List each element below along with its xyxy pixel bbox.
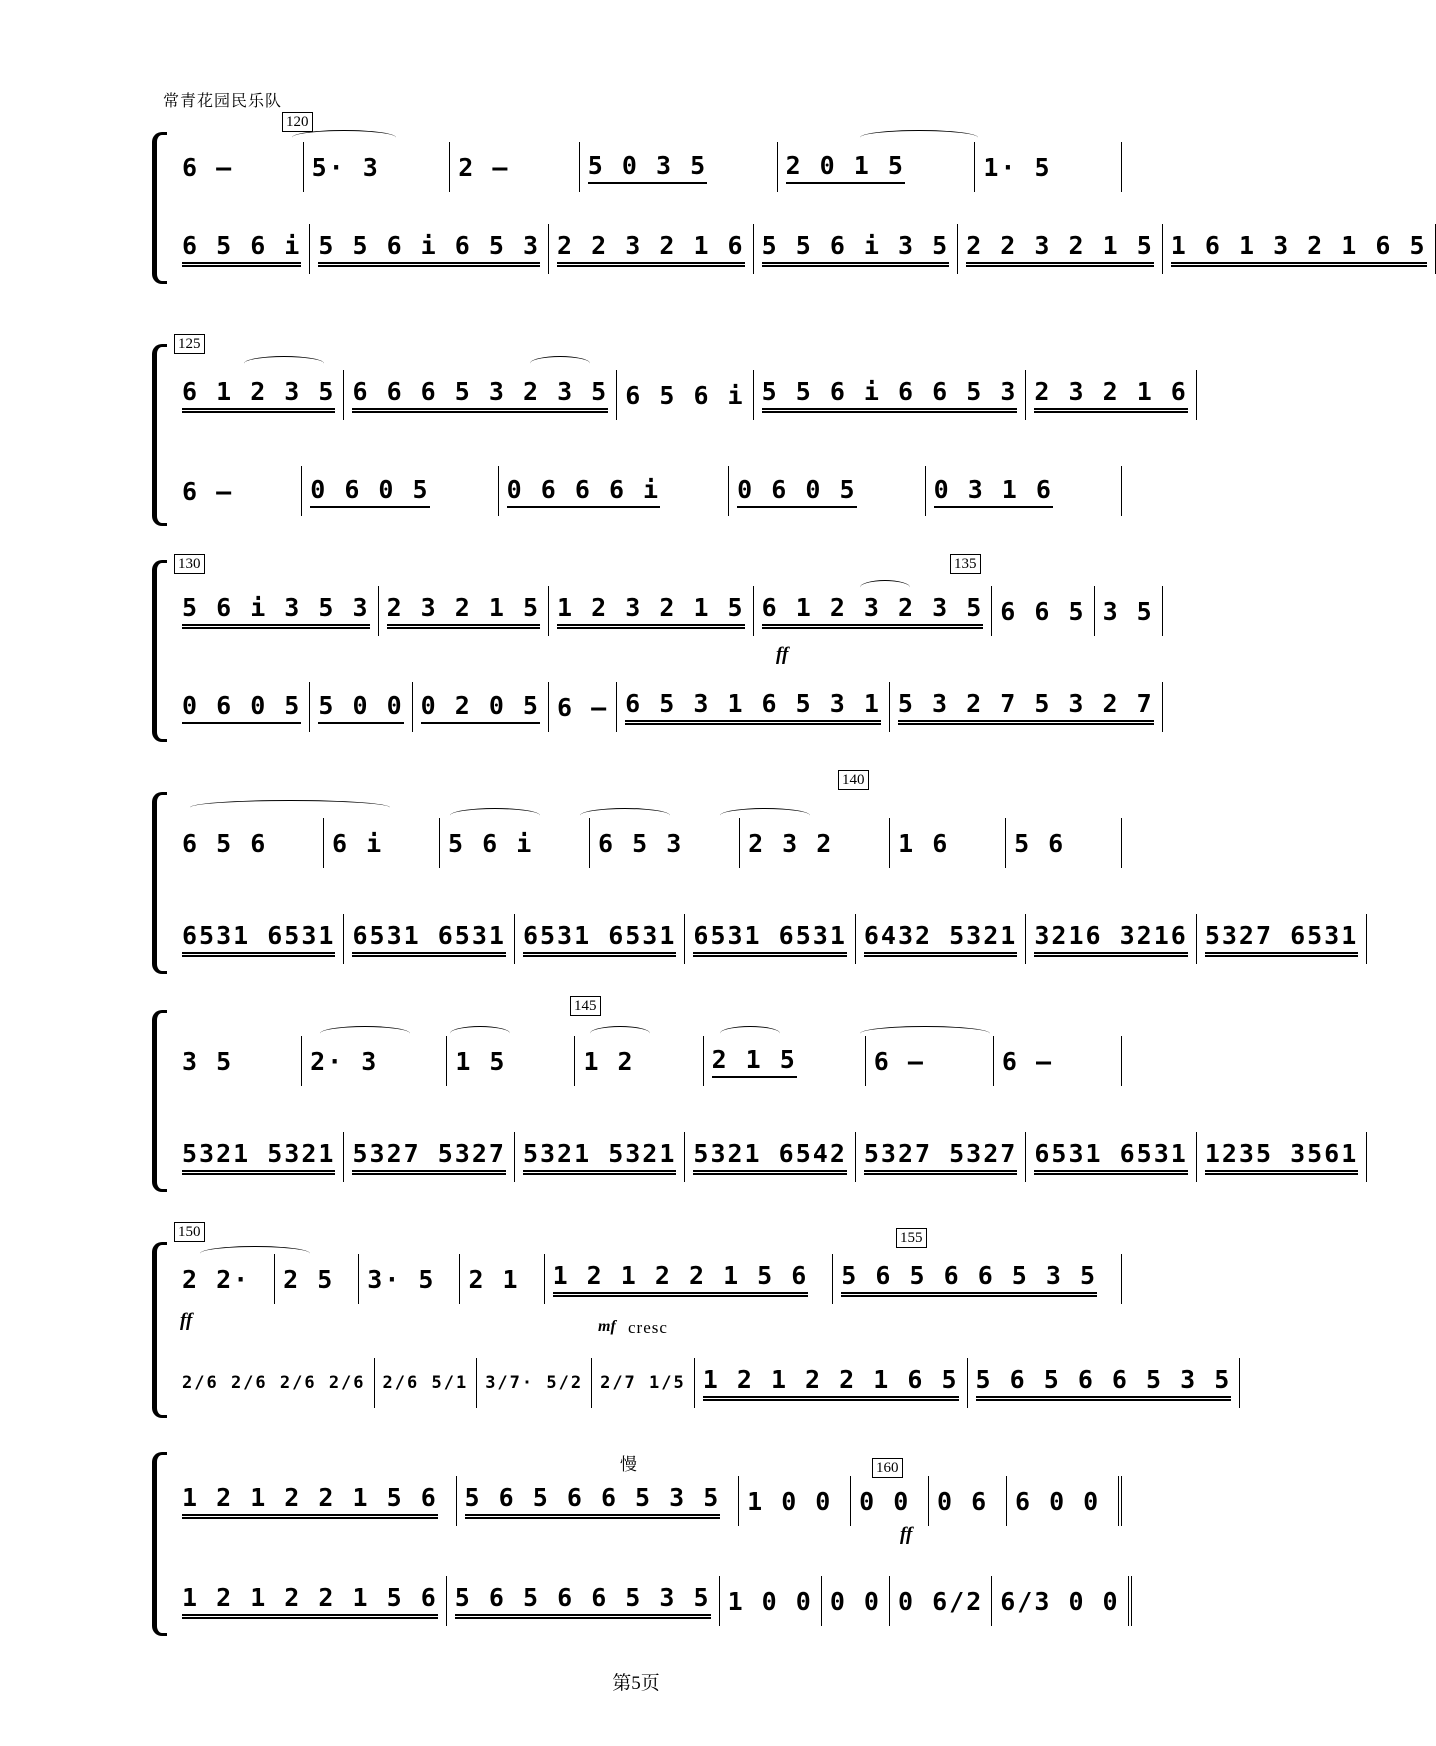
measure: 2/6 2/6 2/6 2/6 (174, 1358, 375, 1408)
measure: 2 2· (174, 1254, 275, 1304)
upper-staff (174, 142, 1122, 192)
lower-staff (174, 1358, 1232, 1408)
lower-staff (174, 466, 1122, 516)
measure: 5 5 6 i 6 5 3 (310, 224, 549, 274)
measure: 6531 6531 (344, 914, 514, 964)
score-system-6 (160, 1224, 1232, 1422)
measure: 5 6 i (440, 818, 590, 868)
dynamic-marking: ff (180, 1310, 193, 1331)
measure: 0 6 0 5 (302, 466, 498, 516)
slur (530, 356, 590, 371)
measure: 6 0 0 (1007, 1476, 1122, 1526)
measure: 5 5 6 i 3 5 (754, 224, 959, 274)
upper-staff (174, 1036, 1122, 1086)
measure: 1 6 1 3 2 1 6 5 (1163, 224, 1436, 274)
slur (190, 800, 390, 815)
measure: 5327 5327 (344, 1132, 514, 1182)
measure: 5 0 0 (310, 682, 412, 732)
measure: 6 – (174, 142, 304, 192)
upper-staff (174, 1476, 1122, 1526)
page-number: 第5页 (612, 1673, 660, 1694)
measure: 1 6 (890, 818, 1006, 868)
measure: 0 6 0 5 (174, 682, 310, 732)
measure: 6 5 6 i (174, 224, 310, 274)
measure: 0 6 0 5 (729, 466, 925, 516)
measure: 1 2 1 2 2 1 6 5 (695, 1358, 968, 1408)
measure: 2 1 (460, 1254, 544, 1304)
measure: 0 6/2 (890, 1576, 992, 1626)
measure: 6432 5321 (856, 914, 1026, 964)
measure: 3· 5 (359, 1254, 460, 1304)
measure: 1 5 (447, 1036, 575, 1086)
lower-staff (174, 682, 1154, 732)
upper-staff (174, 586, 1154, 636)
measure: 5 6 5 6 6 5 3 5 (447, 1576, 720, 1626)
score-system-2 (160, 336, 1188, 530)
measure: 2 – (450, 142, 580, 192)
cresc-marking: cresc (628, 1318, 668, 1337)
rehearsal-number: 125 (174, 334, 205, 354)
measure: 5 6 5 6 6 5 3 5 (968, 1358, 1241, 1408)
measure: 2 3 2 1 5 (379, 586, 549, 636)
measure: 2 3 2 (740, 818, 890, 868)
slur (244, 356, 324, 371)
system-brace (152, 1242, 167, 1418)
measure: 6531 6531 (685, 914, 855, 964)
system-brace (152, 1010, 167, 1192)
measure: 5 3 2 7 5 3 2 7 (890, 682, 1163, 732)
system-brace (152, 132, 167, 284)
measure: 1 0 0 (720, 1576, 822, 1626)
measure: 2/6 5/1 (375, 1358, 478, 1408)
measure: 6531 6531 (174, 914, 344, 964)
dynamic-marking: ff (776, 644, 789, 665)
measure: 6 5 3 (590, 818, 740, 868)
measure: 1 2 1 2 2 1 5 6 (174, 1476, 457, 1526)
measure: 5327 6531 (1197, 914, 1367, 964)
measure: 0 6 (929, 1476, 1007, 1526)
system-brace (152, 560, 167, 742)
upper-staff (174, 370, 1188, 420)
measure: 1235 3561 (1197, 1132, 1367, 1182)
measure: 5321 5321 (515, 1132, 685, 1182)
measure: 1 2 (575, 1036, 703, 1086)
measure: 2 0 1 5 (778, 142, 976, 192)
measure: 5 5 6 i 6 6 5 3 (754, 370, 1027, 420)
score-system-1 (160, 114, 1427, 288)
rehearsal-number: 160 (872, 1458, 903, 1478)
score-system-5 (160, 998, 1359, 1196)
measure: 6531 6531 (1026, 1132, 1196, 1182)
score-system-4 (160, 772, 1359, 978)
rehearsal-number: 130 (174, 554, 205, 574)
measure: 1 2 1 2 2 1 5 6 (545, 1254, 834, 1304)
upper-staff (174, 1254, 1122, 1304)
rehearsal-number: 135 (950, 554, 981, 574)
measure: 1· 5 (975, 142, 1122, 192)
measure: 2 3 2 1 6 (1026, 370, 1196, 420)
measure: 5321 5321 (174, 1132, 344, 1182)
measure: 6 5 3 1 6 5 3 1 (617, 682, 890, 732)
measure: 5327 5327 (856, 1132, 1026, 1182)
measure: 5 6 i 3 5 3 (174, 586, 379, 636)
upper-staff (174, 818, 1122, 868)
measure: 2 2 3 2 1 6 (549, 224, 754, 274)
measure: 6 5 6 i (617, 370, 753, 420)
measure: 6/3 0 0 (992, 1576, 1131, 1626)
measure: 6 – (994, 1036, 1122, 1086)
rehearsal-number: 150 (174, 1222, 205, 1242)
dynamic-marking: mf (598, 1318, 616, 1335)
rehearsal-number: 145 (570, 996, 601, 1016)
measure: 6 – (174, 466, 302, 516)
measure: 2· 3 (302, 1036, 447, 1086)
lower-staff (174, 1132, 1359, 1182)
measure: 6 – (549, 682, 617, 732)
measure: 5· 3 (304, 142, 451, 192)
rehearsal-number: 140 (838, 770, 869, 790)
measure: 5 6 5 6 6 5 3 5 (457, 1476, 740, 1526)
measure: 6531 6531 (515, 914, 685, 964)
measure: 6 5 6 (174, 818, 324, 868)
measure: 1 2 3 2 1 5 (549, 586, 754, 636)
measure: 0 0 (822, 1576, 890, 1626)
measure: 3216 3216 (1026, 914, 1196, 964)
score-system-7 (160, 1448, 1122, 1640)
dynamic-marking: ff (900, 1524, 913, 1545)
measure: 6 i (324, 818, 440, 868)
tempo-marking: 慢 (620, 1455, 638, 1475)
measure: 1 0 0 (739, 1476, 851, 1526)
measure: 5321 6542 (685, 1132, 855, 1182)
score-system-3 (160, 556, 1154, 746)
measure: 5 0 3 5 (580, 142, 778, 192)
measure: 6 – (866, 1036, 994, 1086)
measure: 6 6 6 5 3 2 3 5 (344, 370, 617, 420)
lower-staff (174, 1576, 1122, 1626)
measure: 2/7 1/5 (592, 1358, 695, 1408)
measure: 0 6 6 6 i (499, 466, 730, 516)
system-brace (152, 344, 167, 526)
measure: 0 2 0 5 (413, 682, 549, 732)
measure: 1 2 1 2 2 1 5 6 (174, 1576, 447, 1626)
measure: 6 6 5 (992, 586, 1094, 636)
measure: 6 1 2 3 5 (174, 370, 344, 420)
measure: 0 3 1 6 (926, 466, 1122, 516)
measure: 2 5 (275, 1254, 359, 1304)
rehearsal-number: 155 (896, 1228, 927, 1248)
rehearsal-number: 120 (282, 112, 313, 132)
measure: 3 5 (1095, 586, 1163, 636)
system-brace (152, 1452, 167, 1636)
measure: 6 1 2 3 2 3 5 (754, 586, 993, 636)
lower-staff (174, 914, 1359, 964)
measure: 0 0 (851, 1476, 929, 1526)
measure: 2 2 3 2 1 5 (958, 224, 1163, 274)
lower-staff (174, 224, 1427, 274)
measure: 5 6 5 6 6 5 3 5 (833, 1254, 1122, 1304)
ensemble-name: 常青花园民乐队 (163, 91, 283, 110)
system-brace (152, 792, 167, 974)
measure: 3 5 (174, 1036, 302, 1086)
measure: 5 6 (1006, 818, 1122, 868)
measure: 3/7· 5/2 (477, 1358, 592, 1408)
measure: 2 1 5 (704, 1036, 866, 1086)
